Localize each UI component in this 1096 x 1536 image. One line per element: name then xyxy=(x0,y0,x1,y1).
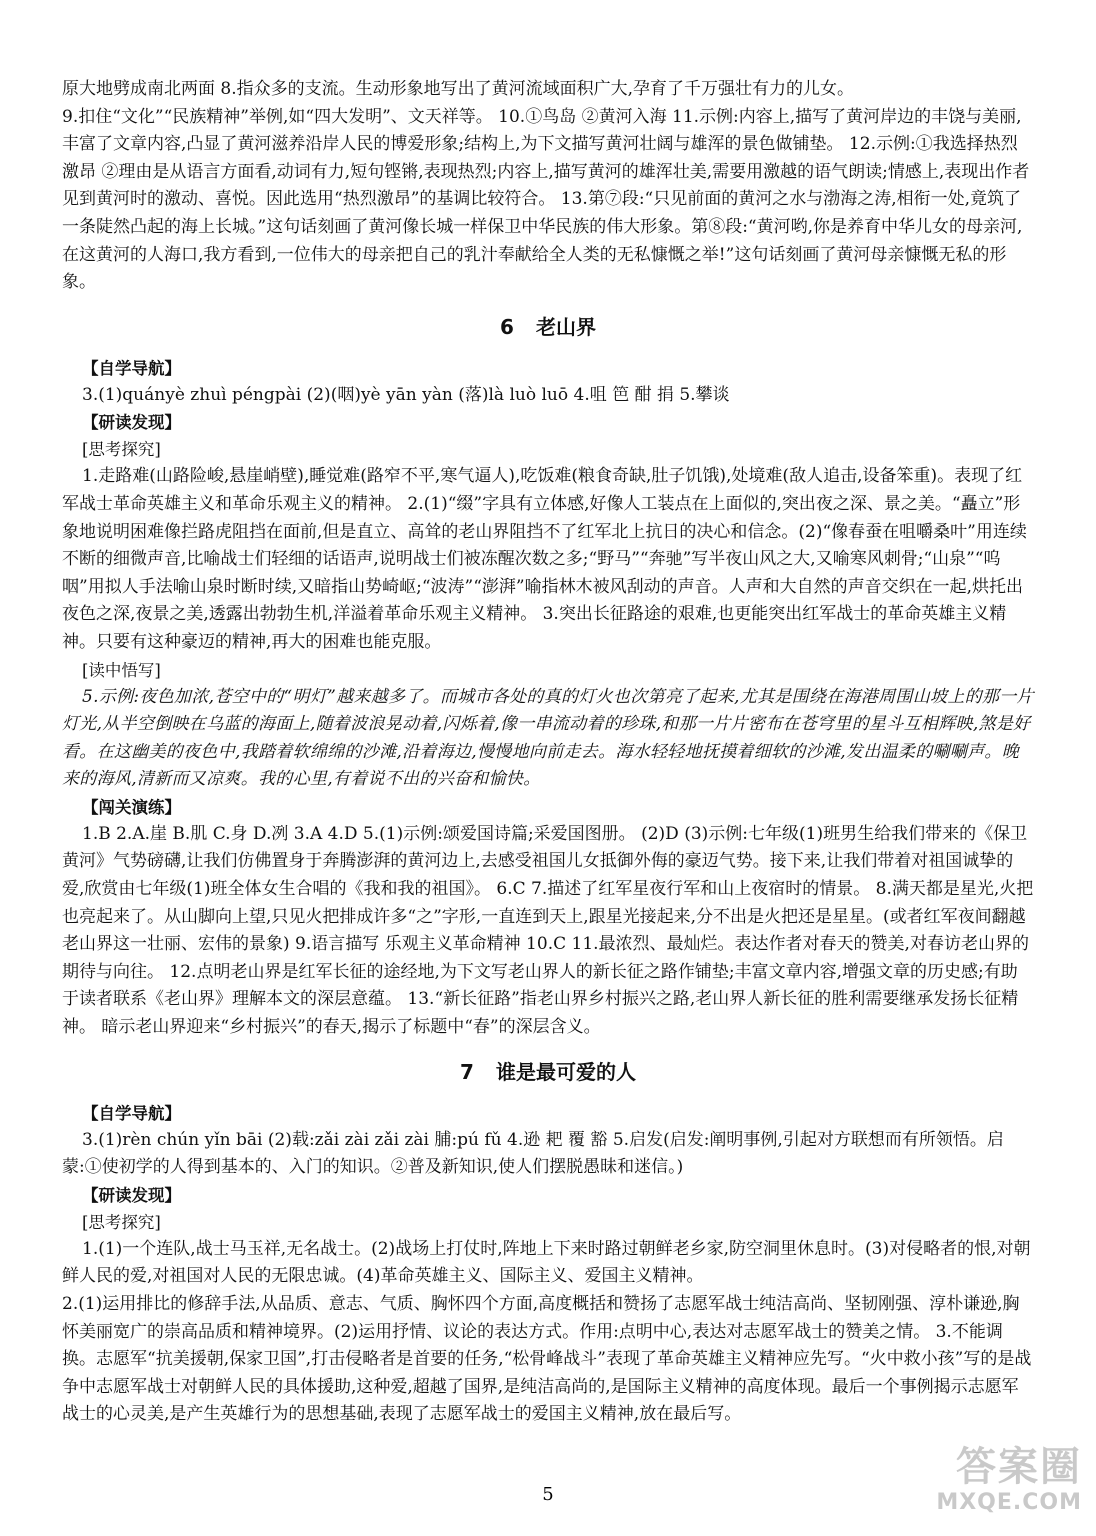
section-7-think-1: 1.(1)一个连队,战士马玉祥,无名战士。(2)战场上打仗时,阵地上下来时路过朝鲜老乡家,防空洞里休息时。(3)对侵略者的恨,对朝鲜人民的爱,对祖国对人民的无限忠诚。(4)革命英雄主义、国际主义、爱国主义精神。 xyxy=(62,1238,1031,1287)
watermark-url: MXQE.COM xyxy=(936,1490,1082,1515)
section-7-think-2: 2.(1)运用排比的修辞手法,从品质、意志、气质、胸怀四个方面,高度概括和赞扬了志愿军战士纯洁高尚、坚韧刚强、淳朴谦逊,胸怀美丽宽广的崇高品质和精神境界。(2)运用抒情、议论的表达方式。作用:点明中心,表达对志愿军战士的赞美之情。 3.不能调换。志愿军“抗美援朝,保家卫国”,打击侵略者是首要的任务,“松骨峰战斗”表现了革命英雄主义精神应先写。“火中救小孩”写的是战争中志愿军战士对朝鲜人民的具体援助,这种爱,超越了国界,是纯洁高尚的,是国际主义精神的高度体现。最后一个事例揭示志愿军战士的心灵美,是产生英雄行为的思想基础,表现了志愿军战士的爱国主义精神,放在最后写。 xyxy=(62,1294,1032,1425)
intro-paragraph-2: 9.扣住“文化”“民族精神”举例,如“四大发明”、文天祥等。 10.①鸟岛 ②黄河入海 11.示例:内容上,描写了黄河岸边的丰饶与美丽,丰富了文章内容,凸显了黄河滋养沿岸人民的博爱形象;结构上,为下文描写黄河壮阔与雄浑的景色做铺垫。 12.示例:①我选择热烈激昂 ②理由是从语言方面看,动词有力,短句铿锵,表现热烈;内容上,描写黄河的雄浑壮美,需要用激越的语气朗读;情感上,表现出作者见到黄河时的激动、喜悦。因此选用“热烈激昂”的基调比较符合。 13.第⑦段:“只见前面的黄河之水与渤海之涛,相衔一处,竟筑了一条陡然凸起的海上长城。”这句话刻画了黄河像长城一样保卫中华民族的伟大形象。第⑧段:“黄河哟,你是养育中华儿女的母亲河,在这黄河的人海口,我方看到,一位伟大的母亲把自己的乳汁奉献给全人类的无私慷慨之举!”这句话刻画了黄河母亲慷慨无私的形象。 xyxy=(62,106,1030,293)
section-6-sub-read: [读中悟写] xyxy=(82,660,161,680)
page-number: 5 xyxy=(542,1484,554,1505)
section-6-title xyxy=(62,313,1034,341)
section-6-practice: 1.B 2.A.崖 B.肌 C.身 D.冽 3.A 4.D 5.(1)示例:颂爱国诗篇;采爱国图册。 (2)D (3)示例:七年级(1)班男生给我们带来的《保卫黄河》气势磅礴,让我们仿佛置身于奔腾澎湃的黄河边上,去感受祖国儿女抵御外侮的豪迈气势。接下来,让我们带着对祖国诚挚的爱,欣赏由七年级(1)班全体女生合唱的《我和我的祖国》。 6.C 7.描述了红军星夜行军和山上夜宿时的情景。 8.满天都是星光,火把也亮起来了。从山脚向上望,只见火把排成许多“之”字形,一直连到天上,跟星光接起来,分不出是火把还是星星。(或者红军夜间翻越老山界这一壮丽、宏伟的景象) 9.语言描写 乐观主义革命精神 10.C 11.最浓烈、最灿烂。表达作者对春天的赞美,对春访老山界的期待与向往。 12.点明老山界是红军长征的途经地,为下文写老山界人的新长征之路作铺垫;丰富文章内容,增强文章的历史感;有助于读者联系《老山界》理解本文的深层意蕴。 13.“新长征路”指老山界乡村振兴之路,老山界人新长征的胜利需要继承发扬长征精神。 暗示老山界迎来“乡村振兴”的春天,揭示了标题中“春”的深层含义。 xyxy=(62,823,1034,1038)
section-7-sub-think: [思考探究] xyxy=(82,1212,161,1232)
watermark xyxy=(932,1444,1082,1530)
section-6-label-guide: 【自学导航】 xyxy=(82,358,181,378)
section-7-label-study: 【研读发现】 xyxy=(82,1185,181,1205)
watermark-logo: 答案圈 xyxy=(956,1444,1082,1490)
section-6-label-practice: 【闯关演练】 xyxy=(82,797,181,817)
section-6-read: 5.示例:夜色加浓,苍空中的“明灯”越来越多了。而城市各处的真的灯火也次第亮了起来,尤其是围绕在海港周围山坡上的那一片灯光,从半空倒映在乌蓝的海面上,随着波浪晃动着,闪烁着,像一串流动着的珍珠,和那一片片密布在苍穹里的星斗互相辉映,煞是好看。在这幽美的夜色中,我踏着软绵绵的沙滩,沿着海边,慢慢地向前走去。海水轻轻地抚摸着细软的沙滩,发出温柔的唰唰声。晚来的海风,清新而又凉爽。我的心里,有着说不出的兴奋和愉快。 xyxy=(62,686,1034,790)
intro-paragraph-1: 原大地劈成南北两面 8.指众多的支流。生动形象地写出了黄河流域面积广大,孕育了千万强壮有力的儿女。 xyxy=(62,79,855,99)
section-7-label-guide: 【自学导航】 xyxy=(82,1103,181,1123)
section-6-number: 6 xyxy=(500,314,514,339)
section-6-think: 1.走路难(山路险峻,悬崖峭壁),睡觉难(路窄不平,寒气逼人),吃饭难(粮食奇缺,肚子饥饿),处境难(敌人追击,设备笨重)。表现了红军战士革命英雄主义和革命乐观主义的精神。 2.(1)“缀”字具有立体感,好像人工装点在上面似的,突出夜之深、景之美。“矗立”形象地说明困难像拦路虎阻挡在面前,但是直立、高耸的老山界阻挡不了红军北上抗日的决心和信念。(2)“像春蚕在咀嚼桑叶”用连续不断的细微声音,比喻战士们轻细的话语声,说明战士们被冻醒次数之多;“野马”“奔驰”写半夜山风之大,又喻寒风刺骨;“山泉”“呜咽”用拟人手法喻山泉时断时续,又暗指山势崎岖;“波涛”“澎湃”喻指林木被风刮动的声音。人声和大自然的声音交织在一起,烘托出夜色之深,夜景之美,透露出勃勃生机,洋溢着革命乐观主义精神。 3.突出长征路途的艰难,也更能突出红军战士的革命英雄主义精神。只要有这种豪迈的精神,再大的困难也能克服。 xyxy=(62,466,1027,652)
section-7-title xyxy=(62,1058,1034,1086)
section-7-guide: 3.(1)rèn chún yǐn bāi (2)载:zǎi zài zǎi zài 脯:pú fǔ 4.逊 耙 覆 豁 5.启发(启发:阐明事例,引起对方联想而有所领悟。启蒙:①使初学的人得到基本的、入门的知识。②普及新知识,使人们摆脱愚昧和迷信。) xyxy=(62,1129,1004,1178)
section-6-sub-think: [思考探究] xyxy=(82,440,161,460)
section-7-number: 7 xyxy=(460,1059,474,1084)
section-7-title-text: 谁是最可爱的人 xyxy=(495,1059,636,1084)
section-6-guide: 3.(1)quányè zhuì péngpài (2)(咽)yè yān yàn (落)là luò luō 4.咀 笆 酣 捐 5.攀谈 xyxy=(82,384,730,405)
section-6-label-study: 【研读发现】 xyxy=(82,413,181,433)
section-6-title-text: 老山界 xyxy=(535,314,596,339)
